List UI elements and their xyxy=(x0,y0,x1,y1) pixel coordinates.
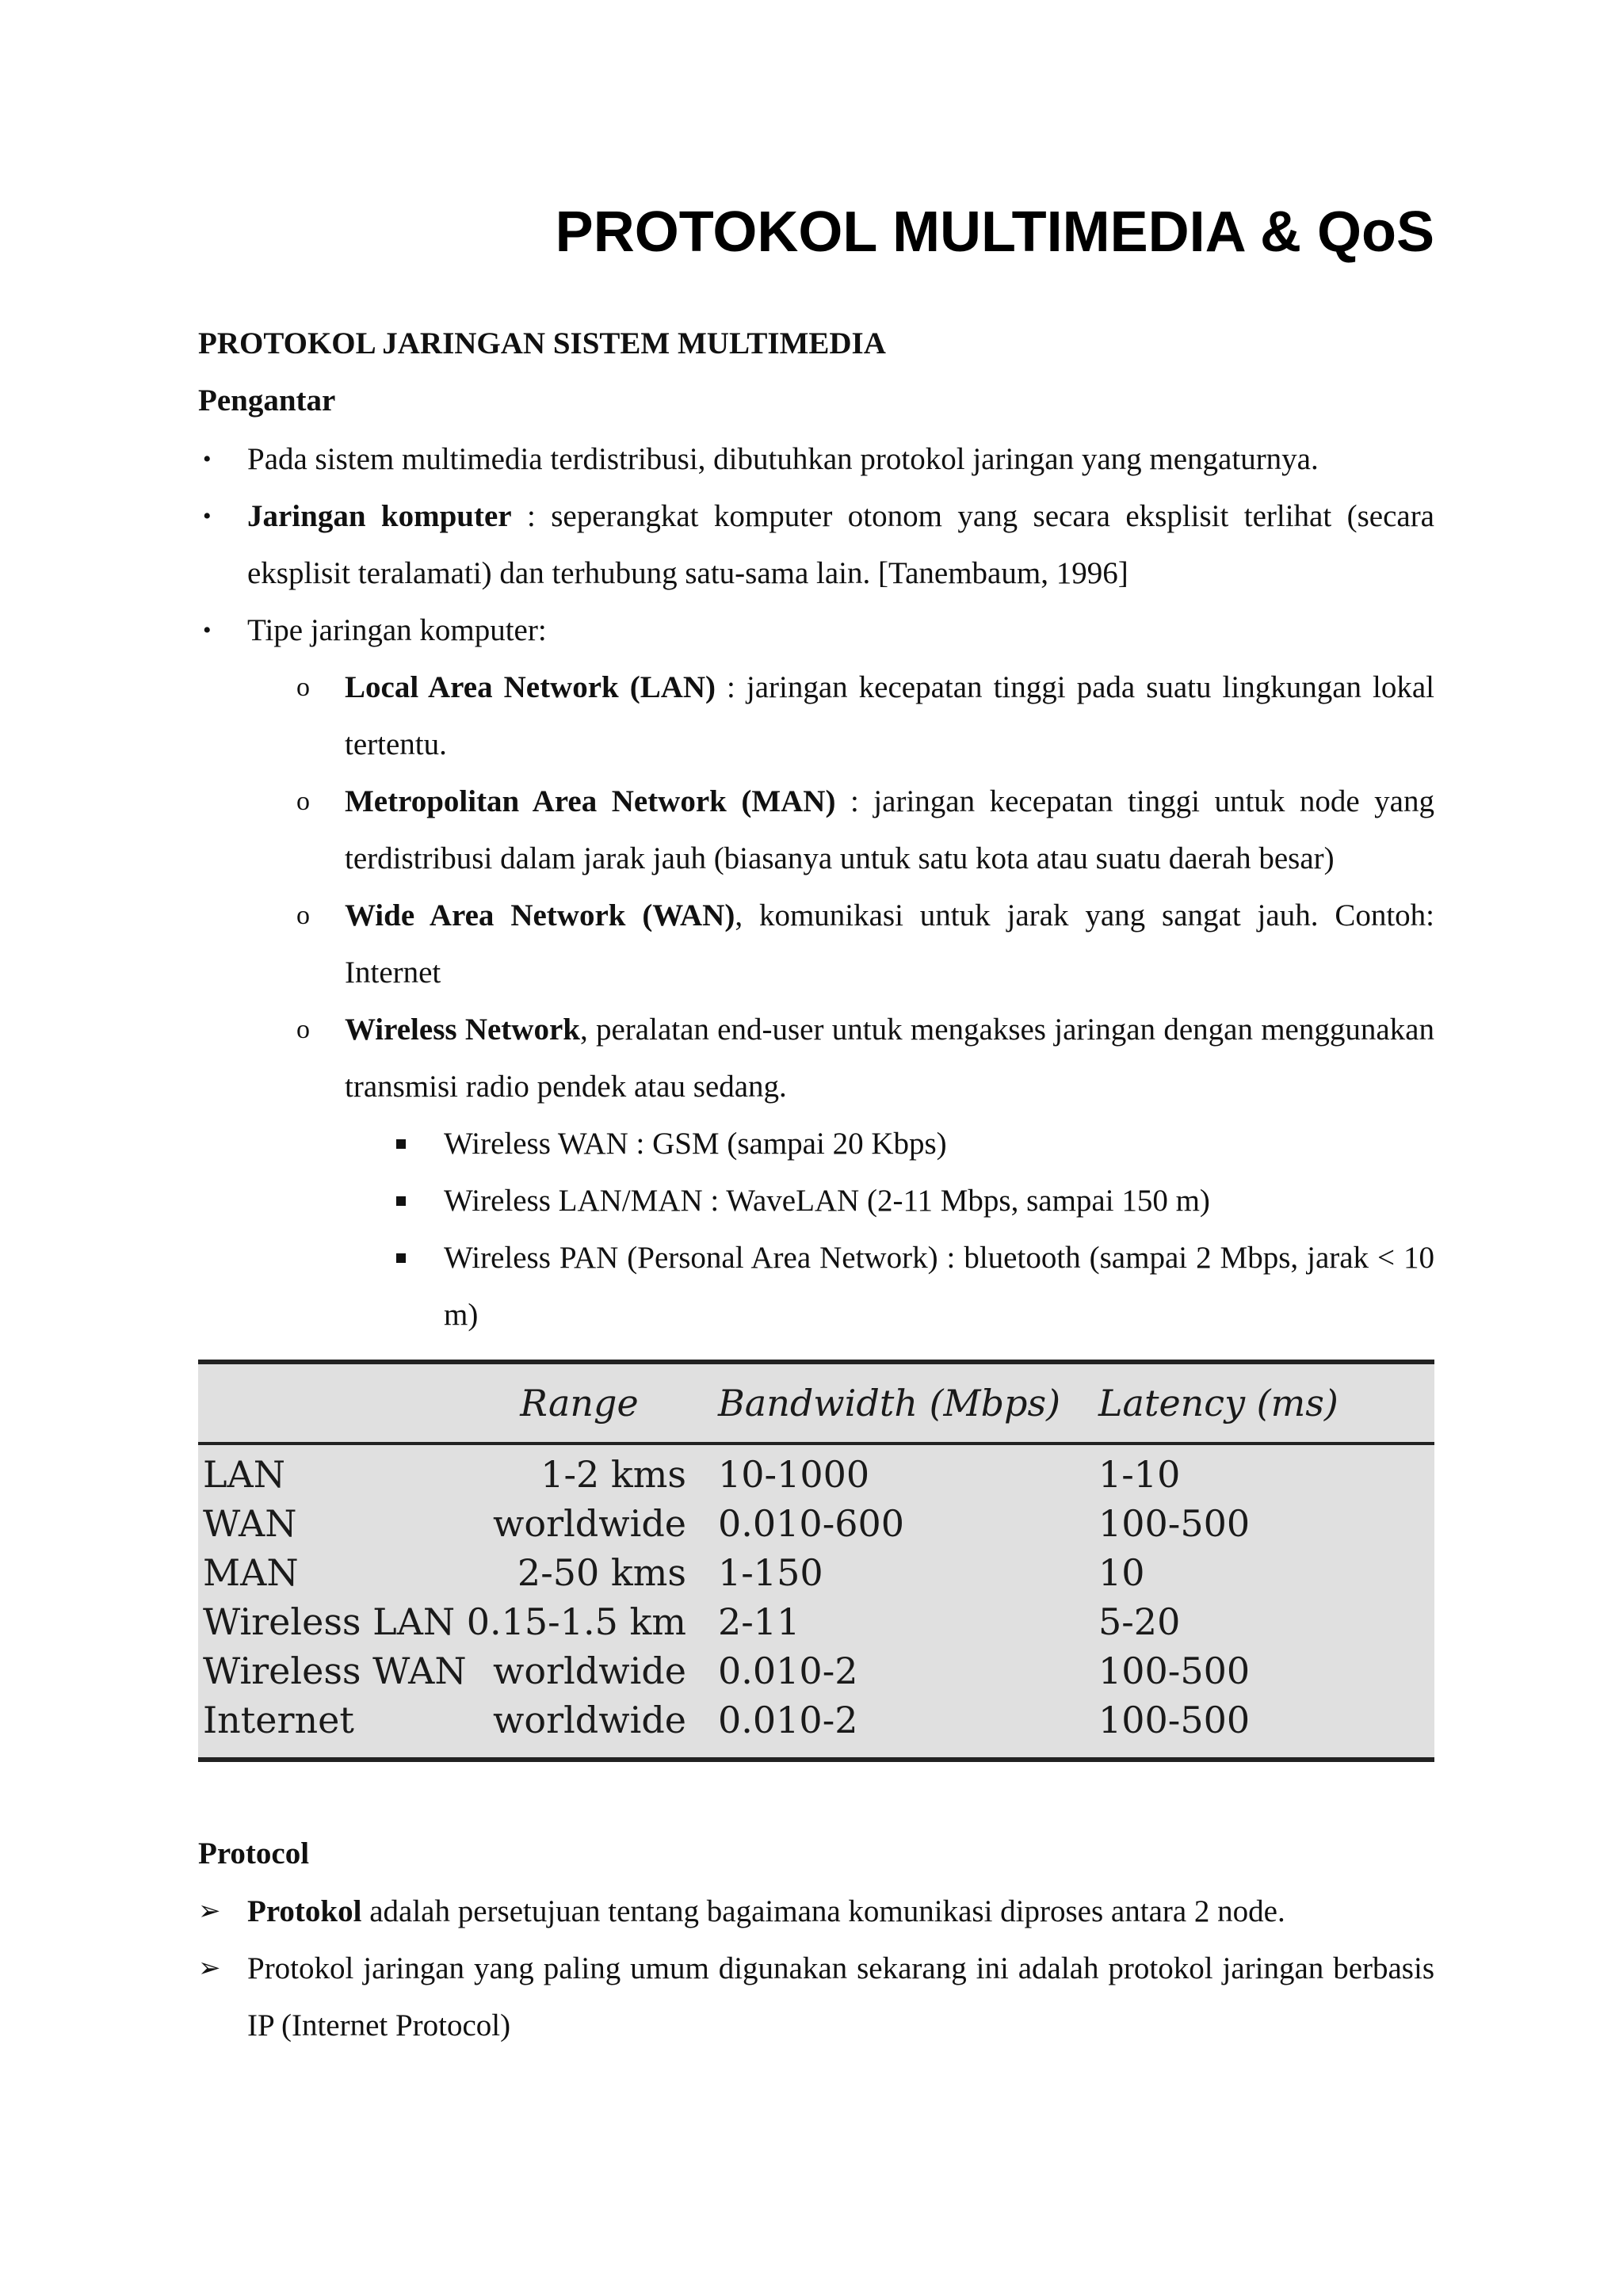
table-row xyxy=(198,1646,1439,1695)
list-item xyxy=(297,659,1434,773)
section-heading: PROTOKOL JARINGAN SISTEM MULTIMEDIA xyxy=(198,326,886,360)
column-header xyxy=(198,1364,441,1442)
cell-range: 2-50 kms xyxy=(517,1551,686,1594)
square-bullet-icon xyxy=(396,1196,406,1206)
cell-network: LAN xyxy=(203,1453,286,1496)
table-row xyxy=(198,1548,1439,1597)
bullet-icon: • xyxy=(203,446,212,472)
intro-heading: Pengantar xyxy=(198,383,336,418)
item-bold: Metropolitan Area Network (MAN) xyxy=(345,784,836,818)
item-text: Wireless WAN : GSM (sampai 20 Kbps) xyxy=(444,1127,947,1161)
cell-latency: 5-20 xyxy=(1098,1600,1181,1643)
wireless-list xyxy=(396,1116,1434,1344)
circle-bullet-icon: o xyxy=(296,901,310,930)
item-text: : seperangkat komputer otonom yang secara eksplisit terlihat (secara eksplisit teralamati) dan terhubung satu-sama lain. [Tanembaum, 1996] xyxy=(247,499,1434,590)
cell-network: MAN xyxy=(203,1551,299,1594)
cell-range: worldwide xyxy=(493,1502,686,1545)
protocol-list xyxy=(198,1883,1434,2054)
item-bold: Wide Area Network (WAN) xyxy=(345,898,735,933)
arrow-bullet-icon: ➢ xyxy=(198,1954,221,1983)
table-row xyxy=(198,1499,1439,1548)
cell-network: Internet xyxy=(203,1699,354,1741)
table-row xyxy=(198,1442,1439,1499)
cell-network: WAN xyxy=(203,1502,297,1545)
square-bullet-icon xyxy=(396,1253,406,1263)
cell-bandwidth: 1-150 xyxy=(718,1551,823,1594)
list-item xyxy=(297,887,1434,1001)
cell-range: 0.15-1.5 km xyxy=(466,1600,686,1643)
cell-bandwidth: 10-1000 xyxy=(718,1453,870,1496)
item-text: : jaringan kecepatan tinggi untuk node yang terdistribusi dalam jarak jauh (biasanya untuk satu kota atau suatu daerah besar) xyxy=(345,784,1434,875)
item-bold: Wireless Network xyxy=(345,1013,580,1047)
circle-bullet-icon: o xyxy=(296,673,310,702)
item-text: Tipe jaringan komputer: xyxy=(247,613,547,647)
item-text: Protokol jaringan yang paling umum digunakan sekarang ini adalah protokol jaringan berbasis IP (Internet Protocol) xyxy=(247,1951,1434,2042)
cell-bandwidth: 0.010-2 xyxy=(718,1650,858,1692)
network-comparison-table xyxy=(198,1360,1434,1762)
bullet-icon: • xyxy=(203,503,212,529)
list-item xyxy=(198,488,1434,602)
list-item xyxy=(396,1230,1434,1344)
list-item xyxy=(198,602,1434,659)
circle-bullet-icon: o xyxy=(296,787,310,816)
item-text: : jaringan kecepatan tinggi pada suatu lingkungan lokal tertentu. xyxy=(345,670,1434,761)
square-bullet-icon xyxy=(396,1139,406,1149)
item-bold: Jaringan komputer xyxy=(247,499,512,533)
item-text: Pada sistem multimedia terdistribusi, dibutuhkan protokol jaringan yang mengaturnya. xyxy=(247,442,1319,476)
arrow-bullet-icon: ➢ xyxy=(198,1897,221,1926)
network-type-list xyxy=(297,659,1434,1116)
cell-latency: 100-500 xyxy=(1098,1650,1251,1692)
table-header-row xyxy=(198,1364,1439,1442)
item-text: adalah persetujuan tentang bagaimana komunikasi diproses antara 2 node. xyxy=(361,1894,1285,1928)
column-header-latency: Latency (ms) xyxy=(1098,1382,1338,1425)
item-text: Wireless PAN (Personal Area Network) : bluetooth (sampai 2 Mbps, jarak < 10 m) xyxy=(444,1241,1434,1332)
cell-range: worldwide xyxy=(493,1699,686,1741)
cell-latency: 100-500 xyxy=(1098,1699,1251,1741)
list-item xyxy=(198,1883,1434,1940)
protocol-heading: Protocol xyxy=(198,1836,310,1871)
item-text: Wireless LAN/MAN : WaveLAN (2-11 Mbps, sampai 150 m) xyxy=(444,1184,1210,1218)
document-title: PROTOKOL MULTIMEDIA & QoS xyxy=(555,200,1434,264)
item-bold: Local Area Network (LAN) xyxy=(345,670,716,704)
list-item xyxy=(297,1001,1434,1116)
cell-range: worldwide xyxy=(493,1650,686,1692)
list-item xyxy=(297,773,1434,887)
cell-bandwidth: 2-11 xyxy=(718,1600,800,1643)
cell-latency: 1-10 xyxy=(1098,1453,1181,1496)
list-item xyxy=(396,1116,1434,1173)
cell-bandwidth: 0.010-2 xyxy=(718,1699,858,1741)
table xyxy=(198,1364,1439,1745)
list-item xyxy=(396,1173,1434,1230)
item-text: , peralatan end-user untuk mengakses jaringan dengan menggunakan transmisi radio pendek atau sedang. xyxy=(345,1013,1434,1104)
intro-bullet-list xyxy=(198,431,1434,659)
cell-network: Wireless WAN xyxy=(203,1650,467,1692)
cell-range: 1-2 kms xyxy=(540,1453,686,1496)
cell-bandwidth: 0.010-600 xyxy=(718,1502,905,1545)
item-bold: Protokol xyxy=(247,1894,362,1928)
column-header-range: Range xyxy=(520,1382,639,1425)
cell-latency: 100-500 xyxy=(1098,1502,1251,1545)
item-text: , komunikasi untuk jarak yang sangat jauh. Contoh: Internet xyxy=(345,898,1435,990)
column-header-bandwidth: Bandwidth (Mbps) xyxy=(718,1382,1061,1425)
circle-bullet-icon: o xyxy=(296,1015,310,1044)
table-row xyxy=(198,1597,1439,1646)
list-item xyxy=(198,431,1434,488)
cell-latency: 10 xyxy=(1098,1551,1145,1594)
table-row xyxy=(198,1695,1439,1745)
cell-network: Wireless LAN xyxy=(203,1600,456,1643)
list-item xyxy=(198,1940,1434,2054)
bullet-icon: • xyxy=(203,617,212,643)
